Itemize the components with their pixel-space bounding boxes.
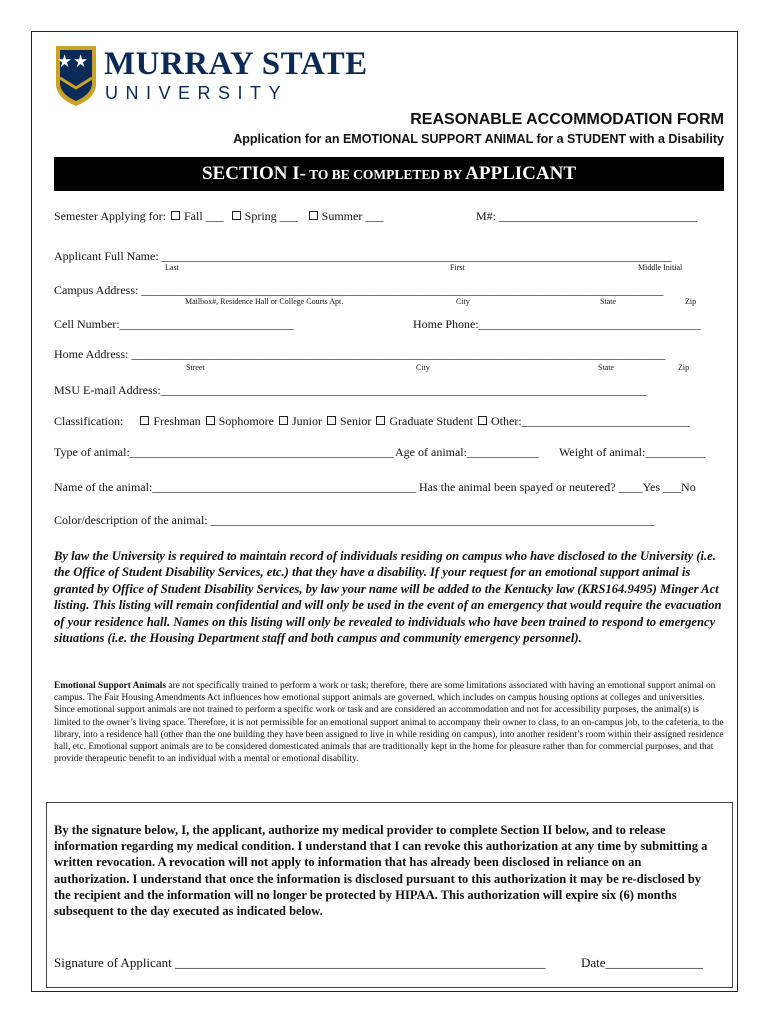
caption-zip-home: Zip xyxy=(678,363,690,372)
other-checkbox[interactable] xyxy=(478,416,487,425)
freshman-label: Freshman xyxy=(153,414,201,428)
caption-city: City xyxy=(456,297,470,306)
semester-row xyxy=(54,209,383,224)
caption-last: Last xyxy=(165,263,179,272)
sophomore-checkbox[interactable] xyxy=(206,416,215,425)
fall-checkbox[interactable] xyxy=(171,211,180,220)
semester-label: Semester Applying for: xyxy=(54,209,166,223)
other-field[interactable]: Other:____________________________ xyxy=(491,414,690,428)
caption-street: Street xyxy=(186,363,205,372)
fall-label: Fall ___ xyxy=(183,209,224,223)
classification-row xyxy=(54,414,690,429)
esa-info-body: are not specifically trained to perform a work or task; therefore, there are some limitations associated with having an emotional support animal on campus. The Fair Housing Amendments Act influences how emotional support animals are governed, which includes on campus housing options at colleges and universities. Since emotional support animals are not trained to perform a specific work or task and are considered an accommodation and not for accessibility purposes, the animal(s) is limited to the owner’s living space. Therefore, it is not permissible for an emotional support animal to accompany their owner to class, to an on-campus job, to the cafeteria, to the library, into a residence hall (other than the one building they have been assigned to live in while residing on campus), into another resident’s room within their assigned residence hall, etc. Emotional support animals are to be considered domesticated animals that are traditionally kept in the home for pleasure rather than for commercial purposes, and that provide therapeutic benefit to an individual with a mental or emotional disability. xyxy=(54,681,724,765)
campus-address-field[interactable]: Campus Address: _______________________________________________________________________________________ xyxy=(54,283,664,297)
m-number-field[interactable]: M#: _________________________________ xyxy=(476,209,698,223)
signature-field[interactable]: Signature of Applicant _________________________________________________________ xyxy=(54,955,546,970)
esa-info-lead: Emotional Support Animals xyxy=(54,681,167,691)
junior-checkbox[interactable] xyxy=(279,416,288,425)
caption-zip: Zip xyxy=(685,297,697,306)
age-of-animal-field[interactable]: Age of animal:____________ xyxy=(395,445,539,459)
legal-notice-paragraph: By law the University is required to maintain record of individuals residing on campus who have disclosed to the University (i.e. the Office of Student Disability Services, etc.) that they have a disability. If your request for an emotional support animal is granted by Office of Student Disability Services, by law your name will be added to the Kentucky law (KRS164.9495) Minger Act listing. This listing will remain confidential and will only be used in the event of an emergency that would require the evacuation of your residence hall. Names on this listing will only be revealed to individuals who have been trained to respond to emergency situations (i.e. the Housing Department staff and both campus and community emergency personnel). xyxy=(54,549,722,646)
home-address-field[interactable]: Home Address: _________________________________________________________________________________________ xyxy=(54,347,666,361)
logo-subtitle: UNIVERSITY xyxy=(105,83,289,103)
form-title: REASONABLE ACCOMMODATION FORM xyxy=(410,111,724,128)
msu-email-field[interactable]: MSU E-mail Address:_________________________________________________________________________________ xyxy=(54,383,647,397)
section-header xyxy=(54,157,724,191)
cell-number-field[interactable]: Cell Number:_____________________________ xyxy=(54,317,294,331)
logo-wordmark: MURRAY STATE xyxy=(104,46,368,82)
section-header-middle: TO BE COMPLETED BY xyxy=(305,167,466,182)
summer-checkbox[interactable] xyxy=(309,211,318,220)
type-of-animal-field[interactable]: Type of animal:____________________________________________ xyxy=(54,445,394,459)
junior-label: Junior xyxy=(292,414,322,428)
color-description-field[interactable]: Color/description of the animal: __________________________________________________________________________ xyxy=(54,513,655,527)
graduate-checkbox[interactable] xyxy=(376,416,385,425)
university-shield-logo xyxy=(54,44,98,108)
senior-label: Senior xyxy=(340,414,372,428)
senior-checkbox[interactable] xyxy=(327,416,336,425)
form-subtitle: Application for an EMOTIONAL SUPPORT ANIMAL for a STUDENT with a Disability xyxy=(233,132,724,146)
home-phone-field[interactable]: Home Phone:_____________________________________ xyxy=(413,317,701,331)
section-header-right: APPLICANT xyxy=(465,163,576,184)
spring-label: Spring ___ xyxy=(244,209,298,223)
caption-city-home: City xyxy=(416,363,430,372)
spayed-neutered-field[interactable]: Has the animal been spayed or neutered? ____Yes ___No xyxy=(419,480,696,494)
sophomore-label: Sophomore xyxy=(218,414,274,428)
summer-label: Summer ___ xyxy=(321,209,384,223)
caption-first: First xyxy=(450,263,465,272)
classification-label: Classification: xyxy=(54,414,124,428)
name-of-animal-field[interactable]: Name of the animal:____________________________________________ xyxy=(54,480,417,494)
caption-mailbox: Mailbox#, Residence Hall or College Courts Apt. xyxy=(185,297,344,306)
caption-state-home: State xyxy=(598,363,614,372)
freshman-checkbox[interactable] xyxy=(140,416,149,425)
date-field[interactable]: Date_______________ xyxy=(581,955,704,970)
caption-middle: Middle Initial xyxy=(638,263,683,272)
caption-state: State xyxy=(600,297,616,306)
section-header-left: SECTION I- xyxy=(201,163,306,184)
full-name-field[interactable]: Applicant Full Name: _____________________________________________________________________________________ xyxy=(54,249,672,263)
authorization-text: By the signature below, I, the applicant, authorize my medical provider to complete Section II below, and to release information regarding my medical condition. I understand that I can revoke this authorization at any time by submitting a written revocation. A revocation will not apply to information that has already been disclosed in reliance on an authorization. I understand that once the information is disclosed pursuant to this authorization it may be re-disclosed by the recipient and the information will no longer be protected by HIPAA. This authorization will expire six (6) months subsequent to the day executed as indicated below. xyxy=(54,823,708,919)
graduate-label: Graduate Student xyxy=(389,414,473,428)
weight-of-animal-field[interactable]: Weight of animal:__________ xyxy=(559,445,706,459)
esa-info-paragraph xyxy=(54,680,726,765)
spring-checkbox[interactable] xyxy=(232,211,241,220)
